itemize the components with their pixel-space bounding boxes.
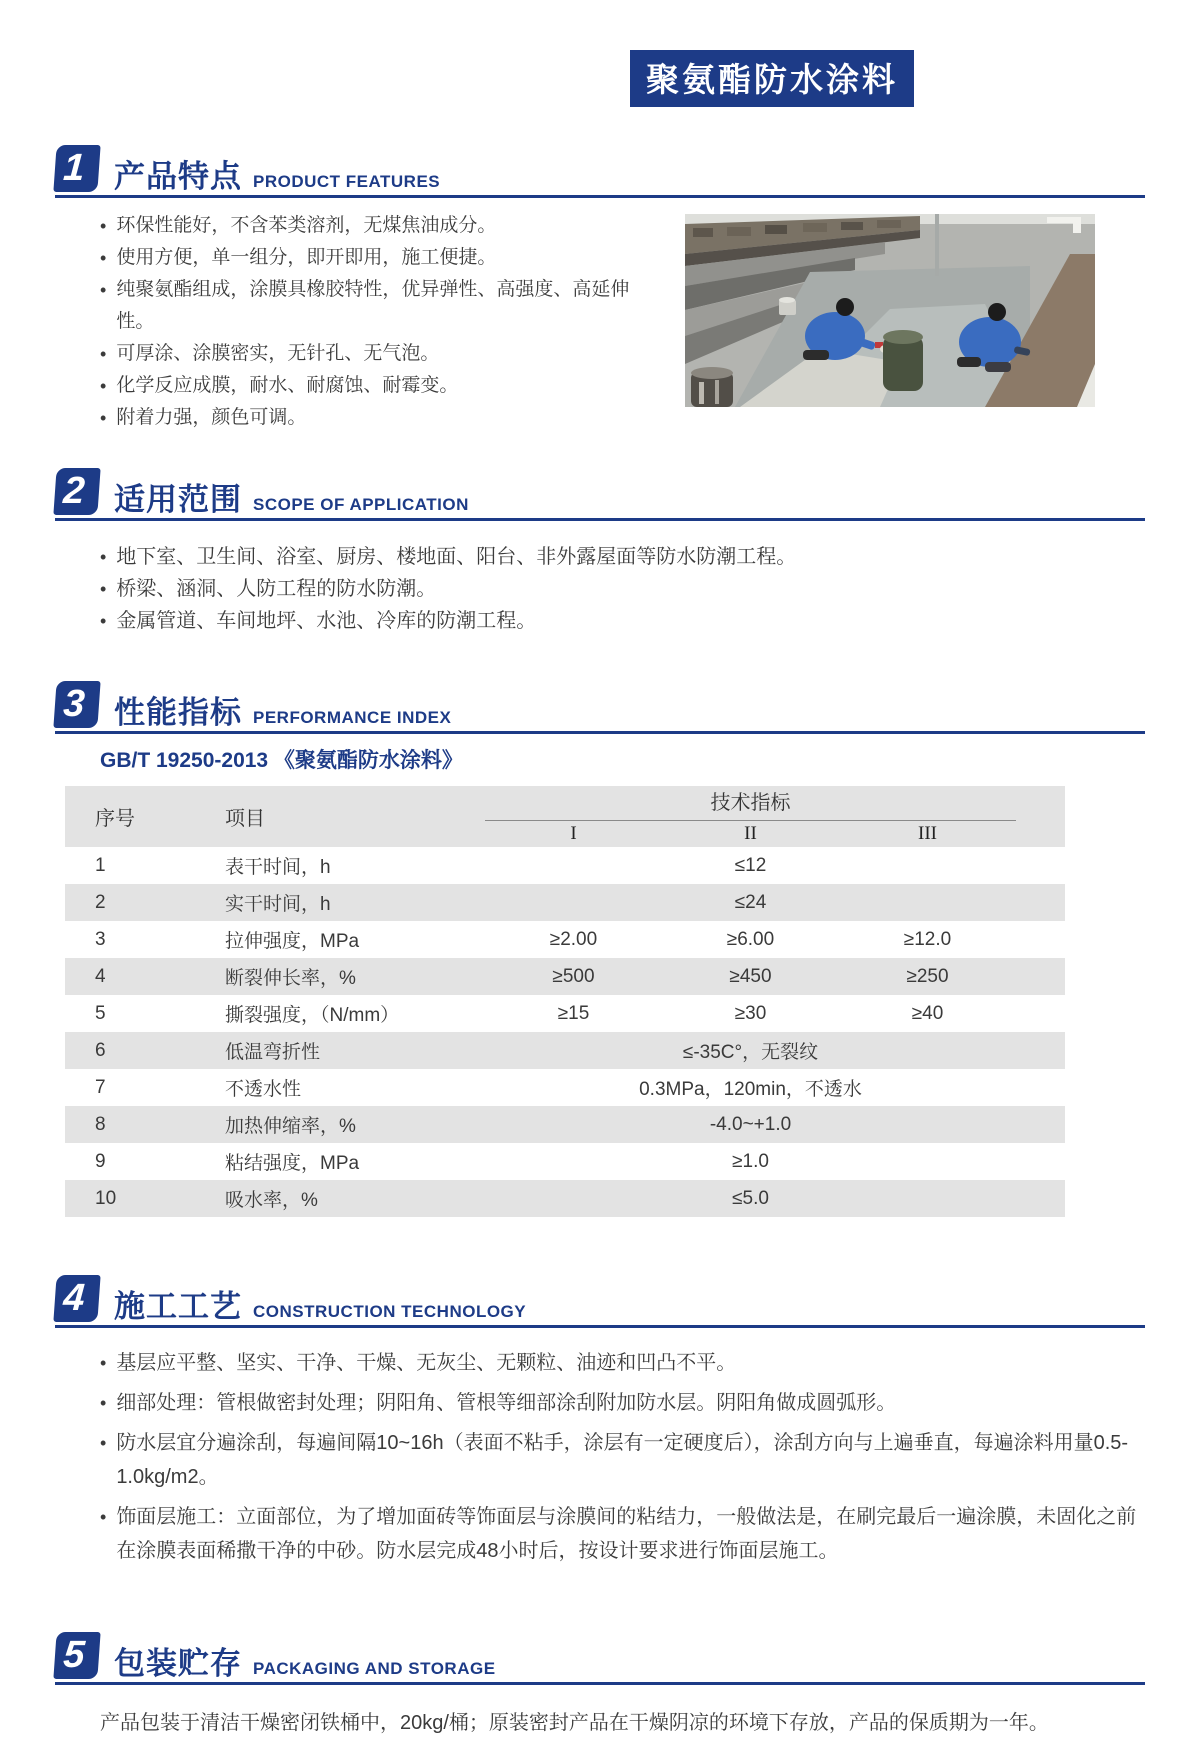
row-value: ≤5.0 bbox=[732, 1187, 769, 1209]
row-value-1: ≥2.00 bbox=[549, 928, 598, 950]
table-row bbox=[65, 847, 1065, 884]
table-header-row bbox=[65, 786, 1065, 821]
section1-bullet-list bbox=[100, 210, 667, 434]
bullet-icon: • bbox=[100, 408, 107, 428]
row-index: 3 bbox=[95, 928, 106, 950]
row-item: 断裂伸长率，% bbox=[225, 968, 356, 989]
bullet-text: 基层应平整、坚实、干净、干燥、无灰尘、无颗粒、油迹和凹凸不平。 bbox=[116, 1352, 737, 1374]
photo-bucket-small bbox=[779, 297, 796, 315]
section2-number: 2 bbox=[53, 468, 100, 515]
product-photo bbox=[685, 214, 1095, 407]
section5-title-zh: 包装贮存 bbox=[114, 1646, 242, 1681]
bullet-text: 化学反应成膜，耐水、耐腐蚀、耐霉变。 bbox=[116, 375, 459, 396]
list-item bbox=[100, 274, 667, 338]
list-item bbox=[100, 338, 667, 370]
row-index: 2 bbox=[95, 891, 106, 913]
row-index: 8 bbox=[95, 1113, 106, 1135]
table-spacer bbox=[1016, 958, 1065, 995]
table-row bbox=[65, 1032, 1065, 1069]
section1-content bbox=[100, 210, 1095, 434]
bullet-text: 桥梁、涵洞、人防工程的防水防潮。 bbox=[116, 578, 437, 600]
section3-number: 3 bbox=[53, 681, 100, 728]
list-item bbox=[100, 1500, 1145, 1568]
section4-title-en: CONSTRUCTION TECHNOLOGY bbox=[253, 1302, 527, 1321]
row-item: 拉伸强度，MPa bbox=[225, 931, 360, 952]
list-item bbox=[100, 370, 667, 402]
bullet-icon: • bbox=[100, 376, 107, 396]
list-item bbox=[100, 573, 1145, 605]
list-item bbox=[100, 1386, 1145, 1420]
list-item bbox=[100, 402, 667, 434]
column-header-index: 序号 bbox=[95, 808, 135, 830]
section3-title-en: PERFORMANCE INDEX bbox=[253, 708, 452, 727]
table-spacer bbox=[1016, 921, 1065, 958]
table-row bbox=[65, 958, 1065, 995]
standard-reference: GB/T 19250-2013 《聚氨酯防水涂料》 bbox=[100, 749, 463, 772]
row-value: ≤12 bbox=[734, 854, 767, 876]
list-item bbox=[100, 1346, 1145, 1380]
table-row bbox=[65, 1069, 1065, 1106]
section5-header bbox=[55, 1632, 1145, 1685]
packaging-text: 产品包装于清洁干燥密闭铁桶中，20kg/桶；原装密封产品在干燥阴凉的环境下存放，产品的保质期为一年。 bbox=[100, 1712, 1049, 1734]
row-value: ≥1.0 bbox=[732, 1150, 769, 1172]
row-value: -4.0~+1.0 bbox=[709, 1113, 792, 1135]
section3-title-zh: 性能指标 bbox=[114, 695, 242, 730]
row-value-1: ≥15 bbox=[557, 1002, 590, 1024]
row-item: 实干时间，h bbox=[225, 894, 331, 915]
bullet-text: 可厚涂、涂膜密实，无针孔、无气泡。 bbox=[116, 343, 440, 364]
photo-barrel-center bbox=[883, 330, 923, 391]
bullet-icon: • bbox=[100, 344, 107, 364]
row-index: 1 bbox=[95, 854, 106, 876]
table-row bbox=[65, 921, 1065, 958]
row-index: 10 bbox=[95, 1187, 117, 1209]
section4-number: 4 bbox=[53, 1275, 100, 1322]
table-spacer bbox=[1016, 884, 1065, 921]
row-item: 撕裂强度，（N/mm） bbox=[225, 1005, 400, 1026]
table-spacer bbox=[1016, 995, 1065, 1032]
bullet-icon: • bbox=[100, 611, 107, 631]
section2-title-zh: 适用范围 bbox=[114, 482, 242, 517]
bullet-text: 防水层宜分遍涂刮，每遍间隔10~16h（表面不粘手，涂层有一定硬度后），涂刮方向与上遍垂直，每遍涂料用量0.5-1.0kg/m2。 bbox=[116, 1432, 1129, 1488]
section1-title-zh: 产品特点 bbox=[114, 159, 242, 194]
section2-header bbox=[55, 468, 1145, 521]
list-item bbox=[100, 210, 667, 242]
list-item bbox=[100, 242, 667, 274]
row-item: 粘结强度，MPa bbox=[225, 1153, 360, 1174]
table-spacer bbox=[1016, 1069, 1065, 1106]
row-item: 表干时间，h bbox=[225, 857, 331, 878]
table-spacer bbox=[1016, 786, 1065, 847]
photo-pole bbox=[935, 214, 939, 276]
row-index: 7 bbox=[95, 1076, 106, 1098]
grade-col-1: I bbox=[570, 823, 577, 844]
bullet-text: 金属管道、车间地坪、水池、冷库的防潮工程。 bbox=[116, 610, 537, 632]
section1-title-en: PRODUCT FEATURES bbox=[253, 172, 441, 191]
row-item: 低温弯折性 bbox=[225, 1042, 321, 1063]
table-spacer bbox=[1016, 1180, 1065, 1217]
grade-col-2: II bbox=[744, 823, 757, 844]
grade-col-3: III bbox=[918, 823, 937, 844]
bullet-icon: • bbox=[100, 1353, 107, 1373]
row-value-3: ≥250 bbox=[906, 965, 949, 987]
row-value-1: ≥500 bbox=[552, 965, 595, 987]
table-row bbox=[65, 1106, 1065, 1143]
bullet-icon: • bbox=[100, 1393, 107, 1413]
row-value-2: ≥450 bbox=[729, 965, 772, 987]
section4-bullet-list bbox=[100, 1346, 1145, 1568]
list-item bbox=[100, 1426, 1145, 1494]
bullet-icon: • bbox=[100, 280, 107, 300]
bullet-text: 纯聚氨酯组成，涂膜具橡胶特性，优异弹性、高强度、高延伸性。 bbox=[116, 279, 630, 332]
row-value-2: ≥30 bbox=[734, 1002, 767, 1024]
section4-title-zh: 施工工艺 bbox=[114, 1289, 242, 1324]
section3-header bbox=[55, 681, 1145, 734]
section1-header bbox=[55, 145, 1145, 198]
bullet-icon: • bbox=[100, 579, 107, 599]
bullet-text: 环保性能好，不含苯类溶剂，无煤焦油成分。 bbox=[116, 215, 497, 236]
row-index: 4 bbox=[95, 965, 106, 987]
row-value: ≤-35C°，无裂纹 bbox=[682, 1042, 819, 1063]
table-spacer bbox=[1016, 847, 1065, 884]
table-spacer bbox=[1016, 1032, 1065, 1069]
bullet-text: 饰面层施工：立面部位，为了增加面砖等饰面层与涂膜间的粘结力，一般做法是，在刷完最后一遍涂膜，未固化之前在涂膜表面稀撒干净的中砂。防水层完成48小时后，按设计要求进行饰面层施工。 bbox=[116, 1506, 1137, 1562]
row-value-3: ≥40 bbox=[911, 1002, 944, 1024]
row-value: 0.3MPa，120min，不透水 bbox=[639, 1079, 862, 1100]
row-item: 加热伸缩率，% bbox=[225, 1116, 356, 1137]
bullet-text: 细部处理：管根做密封处理；阴阳角、管根等细部涂刮附加防水层。阴阳角做成圆弧形。 bbox=[116, 1392, 897, 1414]
bullet-icon: • bbox=[100, 1507, 107, 1527]
bullet-text: 地下室、卫生间、浴室、厨房、楼地面、阳台、非外露屋面等防水防潮工程。 bbox=[116, 546, 797, 568]
row-index: 9 bbox=[95, 1150, 106, 1172]
row-index: 6 bbox=[95, 1039, 106, 1061]
bullet-text: 附着力强，颜色可调。 bbox=[116, 407, 307, 428]
section5-title-en: PACKAGING AND STORAGE bbox=[253, 1659, 496, 1678]
bullet-icon: • bbox=[100, 547, 107, 567]
tech-index-label: 技术指标 bbox=[485, 786, 1016, 821]
row-item: 不透水性 bbox=[225, 1079, 302, 1100]
table-row bbox=[65, 1143, 1065, 1180]
table-row bbox=[65, 884, 1065, 921]
section5-number: 5 bbox=[53, 1632, 100, 1679]
column-header-item: 项目 bbox=[225, 808, 265, 830]
row-item: 吸水率，% bbox=[225, 1190, 318, 1211]
table-spacer bbox=[1016, 1106, 1065, 1143]
row-value-2: ≥6.00 bbox=[726, 928, 775, 950]
bullet-icon: • bbox=[100, 216, 107, 236]
table-row bbox=[65, 1180, 1065, 1217]
bullet-icon: • bbox=[100, 248, 107, 268]
table-spacer bbox=[1016, 1143, 1065, 1180]
photo-barrel-bottom-left bbox=[691, 367, 733, 407]
row-index: 5 bbox=[95, 1002, 106, 1024]
list-item bbox=[100, 541, 1145, 573]
row-value: ≤24 bbox=[734, 891, 767, 913]
bullet-text: 使用方便，单一组分，即开即用，施工便捷。 bbox=[116, 247, 497, 268]
list-item bbox=[100, 605, 1145, 637]
section2-bullet-list bbox=[100, 541, 1145, 637]
column-header-tech bbox=[485, 786, 1016, 821]
section2-title-en: SCOPE OF APPLICATION bbox=[253, 495, 469, 514]
section1-number: 1 bbox=[53, 145, 100, 192]
table-row bbox=[65, 995, 1065, 1032]
bullet-icon: • bbox=[100, 1433, 107, 1453]
performance-table bbox=[65, 786, 1065, 1217]
row-value-3: ≥12.0 bbox=[903, 928, 952, 950]
page-title: 聚氨酯防水涂料 bbox=[630, 50, 914, 107]
section4-header bbox=[55, 1275, 1145, 1328]
